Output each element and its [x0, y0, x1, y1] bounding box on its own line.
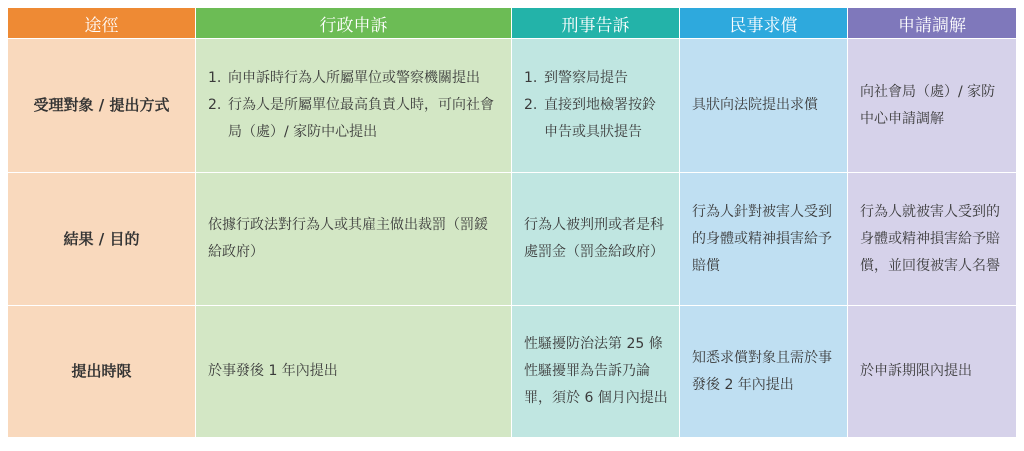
list-item: 1. 到警察局提告 — [524, 65, 669, 92]
cell-civil: 具狀向法院提出求償 — [680, 39, 848, 173]
cell-administrative: 於事發後 1 年內提出 — [196, 306, 512, 438]
cell-criminal — [512, 39, 680, 173]
table-row — [8, 173, 1017, 306]
list-item: 2. 行為人是所屬單位最高負責人時，可向社會局（處）/ 家防中心提出 — [208, 92, 499, 146]
cell-civil: 知悉求償對象且需於事發後 2 年內提出 — [680, 306, 848, 438]
row-label: 結果 / 目的 — [8, 173, 196, 306]
cell-mediation: 向社會局（處）/ 家防中心申請調解 — [848, 39, 1017, 173]
list-item-text: 到警察局提告 — [544, 70, 628, 86]
cell-criminal: 行為人被判刑或者是科處罰金（罰金給政府） — [512, 173, 680, 306]
cell-mediation: 於申訴期限內提出 — [848, 306, 1017, 438]
table-row — [8, 39, 1017, 173]
list-item-text: 向申訴時行為人所屬單位或警察機關提出 — [228, 70, 480, 86]
list-item: 2. 直接到地檢署按鈴申告或具狀提告 — [524, 92, 669, 146]
cell-mediation: 行為人就被害人受到的身體或精神損害給予賠償，並回復被害人名譽 — [848, 173, 1017, 306]
header-route: 途徑 — [8, 8, 196, 39]
numbered-list — [524, 65, 669, 146]
header-row — [8, 8, 1017, 39]
comparison-table-container — [7, 7, 1017, 438]
cell-civil: 行為人針對被害人受到的身體或精神損害給予賠償 — [680, 173, 848, 306]
header-civil-claim: 民事求償 — [680, 8, 848, 39]
numbered-list — [208, 65, 499, 146]
cell-criminal: 性騷擾防治法第 25 條性騷擾罪為告訴乃論罪，須於 6 個月內提出 — [512, 306, 680, 438]
comparison-table — [7, 7, 1017, 438]
cell-administrative — [196, 39, 512, 173]
header-criminal-complaint: 刑事告訴 — [512, 8, 680, 39]
header-administrative-complaint: 行政申訴 — [196, 8, 512, 39]
header-mediation: 申請調解 — [848, 8, 1017, 39]
table-row — [8, 306, 1017, 438]
row-label: 受理對象 / 提出方式 — [8, 39, 196, 173]
row-label: 提出時限 — [8, 306, 196, 438]
cell-administrative: 依據行政法對行為人或其雇主做出裁罰（罰鍰給政府） — [196, 173, 512, 306]
list-item-text: 直接到地檢署按鈴申告或具狀提告 — [544, 97, 656, 140]
list-item: 1. 向申訴時行為人所屬單位或警察機關提出 — [208, 65, 499, 92]
list-item-text: 行為人是所屬單位最高負責人時，可向社會局（處）/ 家防中心提出 — [228, 97, 494, 140]
